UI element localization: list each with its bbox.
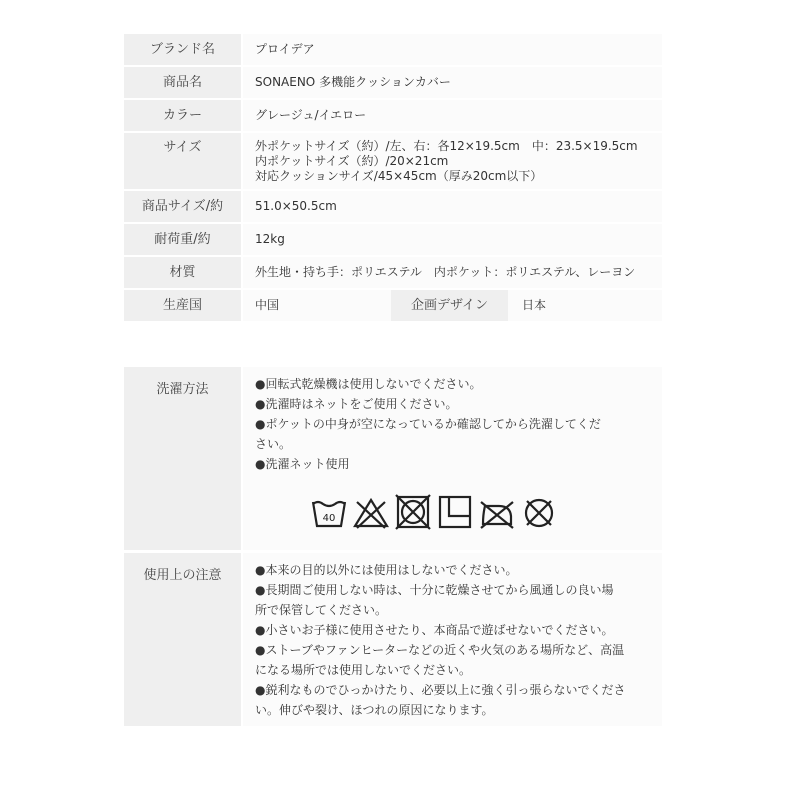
notes-line: ●長期間ご使用しない時は、十分に乾燥させてから風通しの良い場 (255, 583, 614, 597)
care-symbols (215, 474, 652, 544)
washing-line: ●回転式乾燥機は使用しないでください。 (255, 377, 482, 391)
product-name-value: SONAENO 多機能クッションカバー (243, 67, 662, 98)
brand-label: ブランド名 (124, 34, 241, 65)
notes-line: ●鋭利なものでひっかけたり、必要以上に強く引っ張らないでくださ (255, 683, 626, 697)
row-color (124, 100, 662, 131)
size-value (243, 133, 662, 189)
line-dry-icon (435, 492, 475, 532)
notes-line: 所で保管してください。 (255, 603, 388, 617)
row-origin (124, 290, 662, 321)
size-line: 対応クッションサイズ/45×45cm（厚み20cm以下） (255, 169, 543, 183)
size-label: サイズ (124, 133, 241, 189)
wash-temp-label: 40 (322, 513, 335, 524)
row-product-size (124, 191, 662, 222)
row-washing (124, 367, 662, 550)
row-size (124, 133, 662, 189)
notes-line: になる場所では使用しないでください。 (255, 663, 472, 677)
brand-value: プロイデア (243, 34, 662, 65)
product-name-label: 商品名 (124, 67, 241, 98)
row-load (124, 224, 662, 255)
design-value: 日本 (510, 290, 662, 321)
care-table (124, 367, 662, 729)
material-value: 外生地・持ち手：ポリエステル 内ポケット：ポリエステル、レーヨン (243, 257, 662, 288)
washing-line: ●洗濯ネット使用 (255, 457, 350, 471)
row-notes (124, 553, 662, 726)
load-label: 耐荷重/約 (124, 224, 241, 255)
washing-line: ●洗濯時はネットをご使用ください。 (255, 397, 458, 411)
color-label: カラー (124, 100, 241, 131)
product-size-value: 51.0×50.5cm (243, 191, 662, 222)
washing-line: ●ポケットの中身が空になっているか確認してから洗濯してくだ (255, 417, 601, 431)
wash-40-icon (309, 492, 349, 532)
washing-value (243, 367, 662, 550)
no-bleach-icon (351, 492, 391, 532)
notes-label: 使用上の注意 (124, 553, 241, 726)
row-brand (124, 34, 662, 65)
notes-line: ●小さいお子様に使用させたり、本商品で遊ばせないでください。 (255, 623, 614, 637)
origin-label: 生産国 (124, 290, 241, 321)
design-label: 企画デザイン (391, 290, 508, 321)
row-product-name (124, 67, 662, 98)
material-label: 材質 (124, 257, 241, 288)
product-size-label: 商品サイズ/約 (124, 191, 241, 222)
no-dry-clean-icon (519, 492, 559, 532)
origin-value: 中国 (255, 298, 280, 312)
origin-cell (243, 290, 662, 321)
spec-table (124, 34, 662, 323)
no-iron-icon (477, 492, 517, 532)
load-value: 12kg (243, 224, 662, 255)
size-line: 内ポケットサイズ（約）/20×21cm (255, 154, 449, 168)
row-material (124, 257, 662, 288)
notes-line: い。伸びや裂け、ほつれの原因になります。 (255, 703, 494, 717)
washing-line: さい。 (255, 437, 292, 451)
notes-line: ●ストーブやファンヒーターなどの近くや火気のある場所など、高温 (255, 643, 625, 657)
color-value: グレージュ/イエロー (243, 100, 662, 131)
washing-label: 洗濯方法 (124, 367, 241, 550)
no-tumble-dry-icon (393, 492, 433, 532)
notes-line: ●本来の目的以外には使用はしないでください。 (255, 563, 518, 577)
size-line: 外ポケットサイズ（約）/左、右：各12×19.5cm 中：23.5×19.5cm (255, 139, 638, 153)
notes-value (243, 553, 662, 726)
